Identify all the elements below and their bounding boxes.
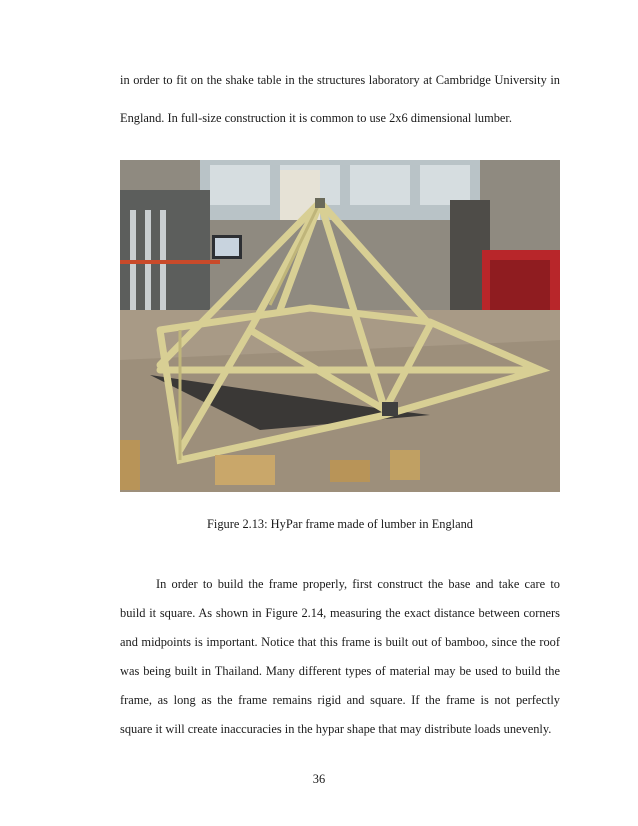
body-paragraph-line-4: was being built in Thailand. Many different types of material may be used to build the <box>120 664 560 678</box>
figure-photo <box>120 160 560 492</box>
hypar-frame-photo <box>120 160 560 492</box>
top-paragraph-line-2: England. In full-size construction it is common to use 2x6 dimensional lumber. <box>120 111 512 125</box>
page-number: 36 <box>312 772 326 786</box>
body-paragraph-line-5: frame, as long as the frame remains rigid and square. If the frame is not perfectly <box>120 693 560 707</box>
body-paragraph-line-3: and midpoints is important. Notice that this frame is built out of bamboo, since the roof <box>120 635 560 649</box>
body-paragraph-line-1: In order to build the frame properly, first construct the base and take care to <box>156 577 560 591</box>
body-paragraph-line-6: square it will create inaccuracies in the hypar shape that may distribute loads unevenly. <box>120 722 552 736</box>
top-paragraph-line-1: in order to fit on the shake table in the structures laboratory at Cambridge University in <box>120 73 560 87</box>
figure-caption: Figure 2.13: HyPar frame made of lumber in England <box>207 517 473 531</box>
body-paragraph-line-2: build it square. As shown in Figure 2.14, measuring the exact distance between corners <box>120 606 560 620</box>
